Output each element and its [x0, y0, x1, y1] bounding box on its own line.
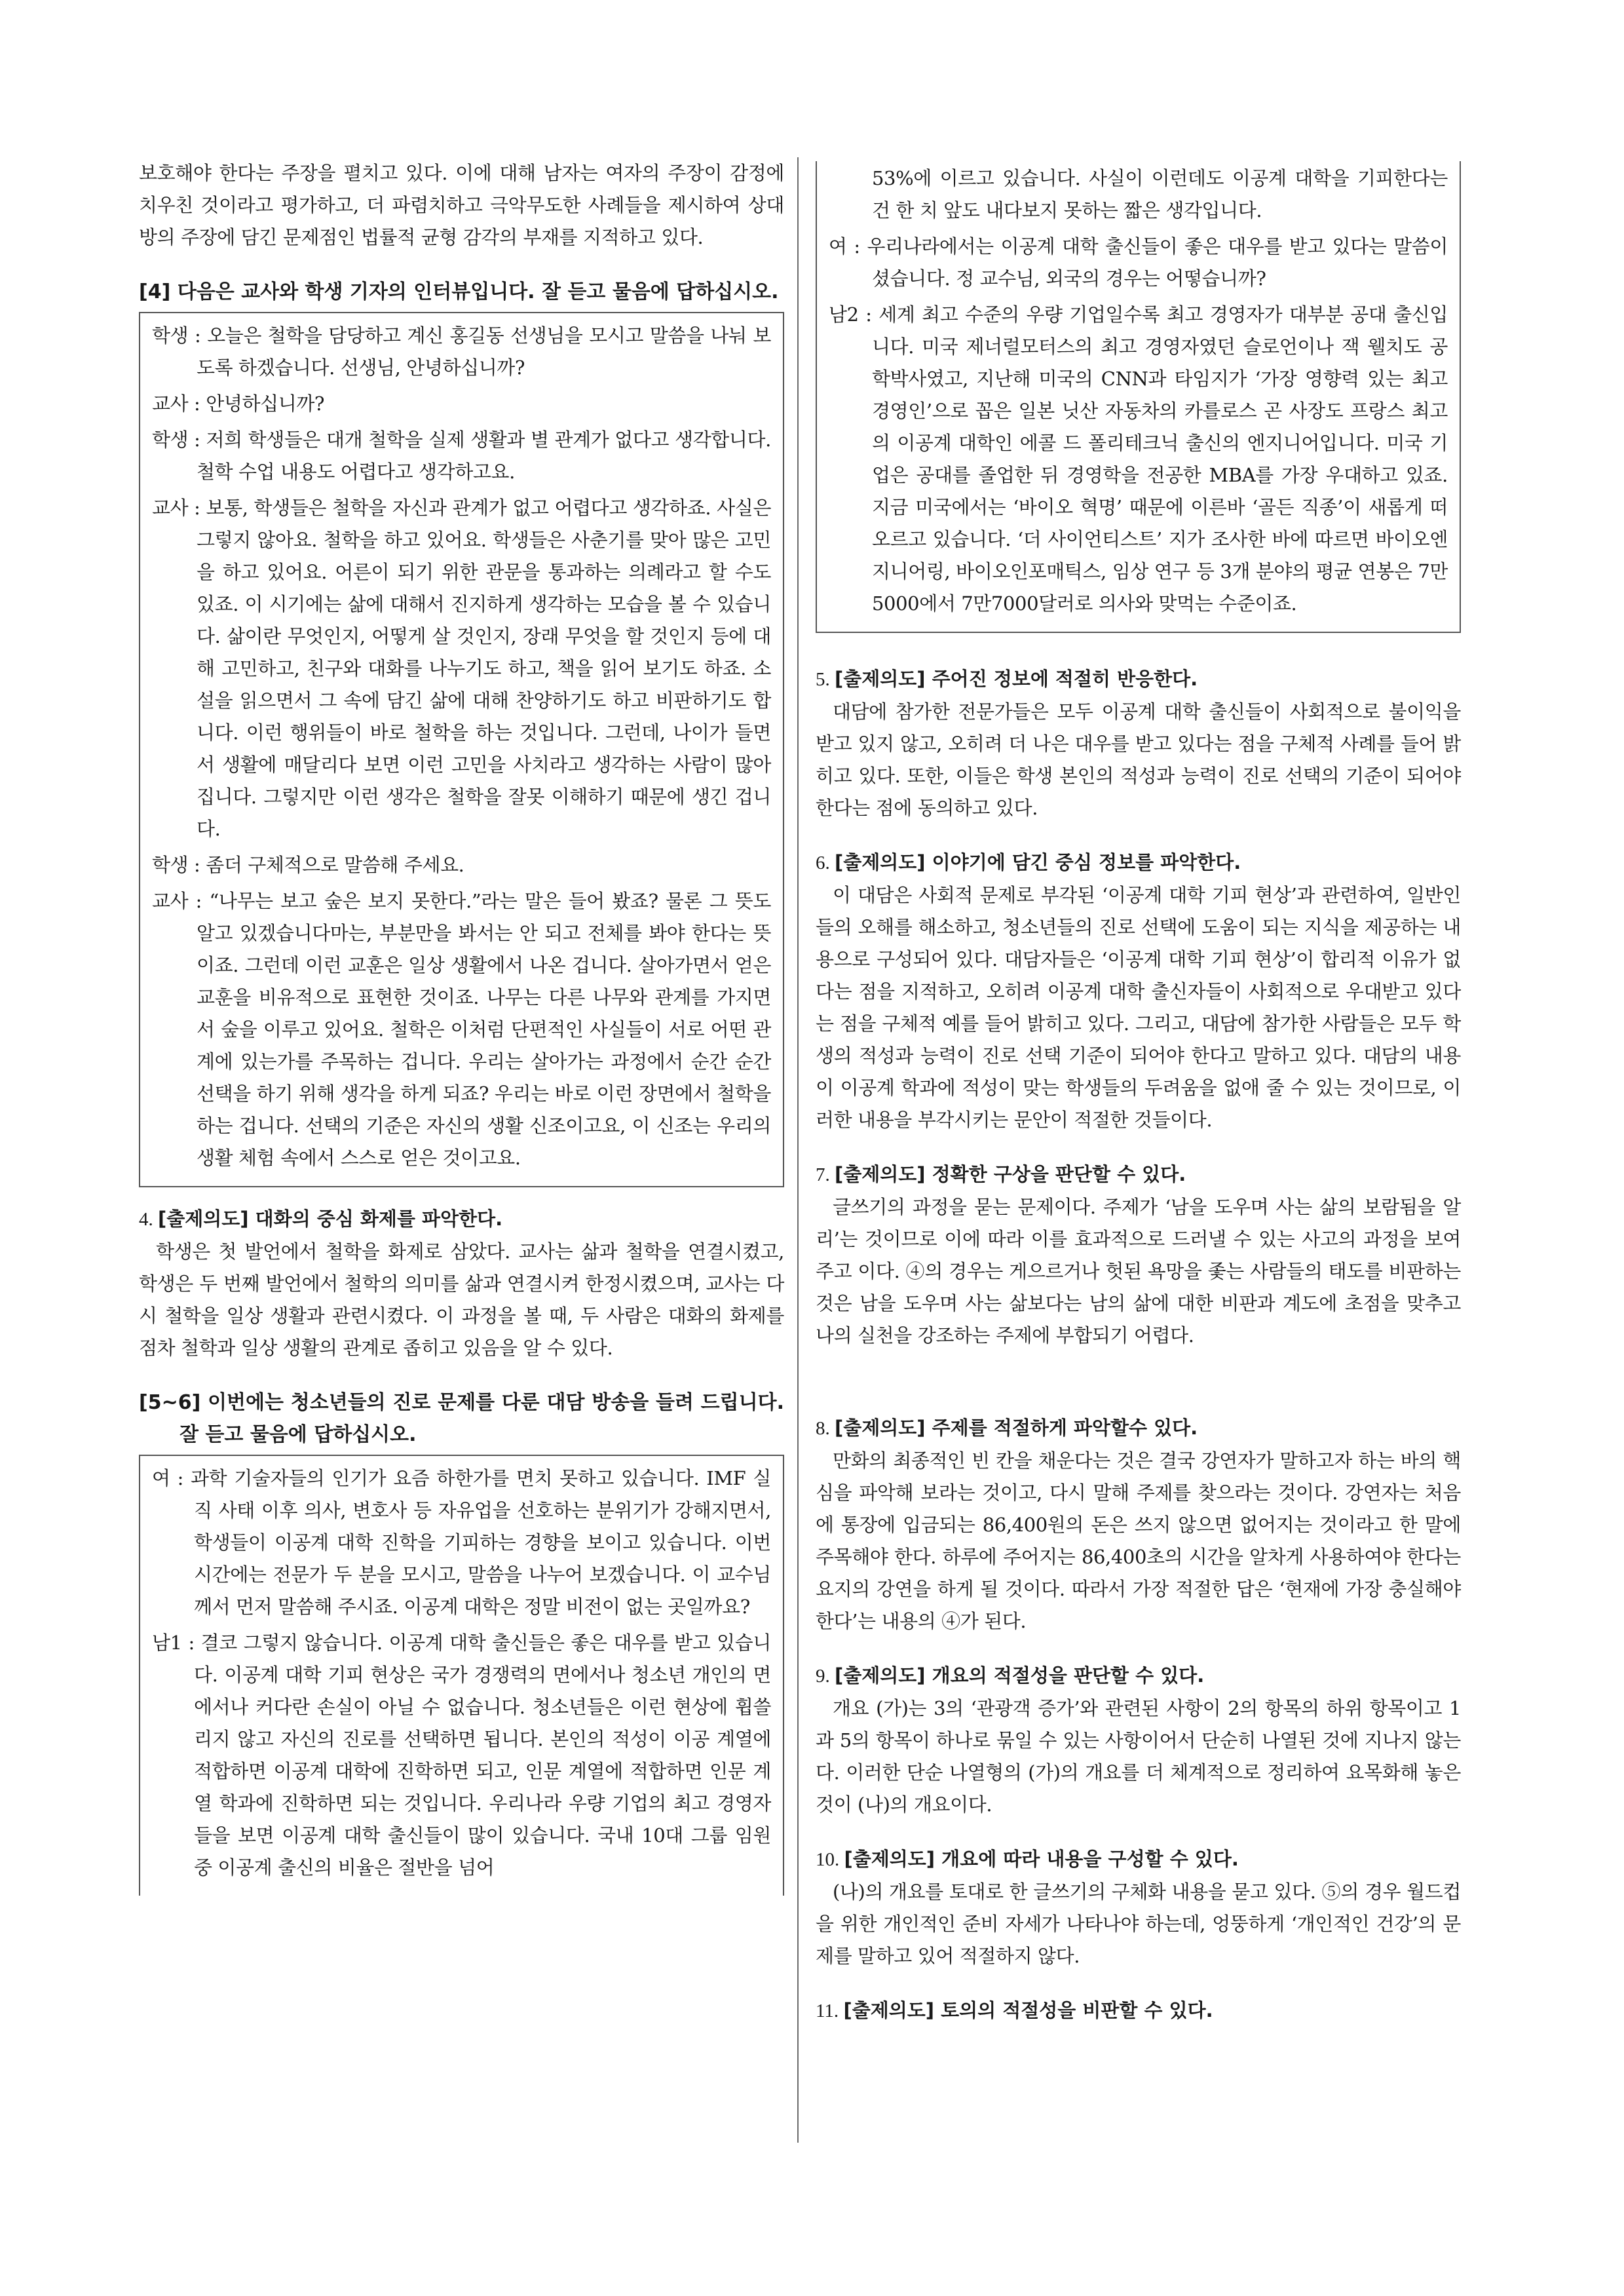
dialogue-line: 학생 : 저희 학생들은 대개 철학을 실제 생활과 별 관계가 없다고 생각합니다. 철학 수업 내용도 어렵다고 생각하고요. — [152, 429, 771, 483]
dialogue-line: 학생 : 오늘은 철학을 담당하고 계신 홍길동 선생님을 모시고 말씀을 나눠 보도록 하겠습니다. 선생님, 안녕하십니까? — [152, 324, 771, 379]
section-8-body: 만화의 최종적인 빈 칸을 채운다는 것은 결국 강연자가 말하고자 하는 바의 핵심을 파악해 보라는 것이고, 다시 말해 주제를 찾으라는 것이다. 강연자는 처음에 통장에 입금되는 86,400원의 돈은 쓰지 않으면 없어지는 것이라고 한 말에 주목해야 한다. 하루에 주어지는 86,400초의 시간을 알차게 사용하여야 한다는 요지의 강연을 하게 될 것이다. 따라서 가장 적절한 답은 ‘현재에 가장 충실해야 한다’는 내용의 ④가 된다. — [816, 1449, 1461, 1632]
question-4-title: [4] 다음은 교사와 학생 기자의 인터뷰입니다. 잘 듣고 물음에 답하십시오. — [139, 280, 779, 303]
section-9-title: 9. [출제의도] 개요의 적절성을 판단할 수 있다. — [816, 1664, 1205, 1687]
dialogue-line: 여 : 우리나라에서는 이공계 대학 출신들이 좋은 대우를 받고 있다는 말씀이셨습니다. 정 교수님, 외국의 경우는 어떻습니까? — [829, 235, 1448, 290]
section-5-title: 5. [출제의도] 주어진 정보에 적절히 반응한다. — [816, 668, 1198, 690]
section-5-body: 대담에 참가한 전문가들은 모두 이공계 대학 출신들이 사회적으로 불이익을 받고 있지 않고, 오히려 더 나은 대우를 받고 있다는 점을 구체적 사례를 들어 밝히고 있다. 또한, 이들은 학생 본인의 적성과 능력이 진로 선택의 기준이 되어야 한다는 점에 동의하고 있다. — [816, 700, 1461, 819]
section-6-body: 이 대담은 사회적 문제로 부각된 ‘이공계 대학 기피 현상’과 관련하여, 일반인들의 오해를 해소하고, 청소년들의 진로 선택에 도움이 되는 지식을 제공하는 내용으로 구성되어 있다. 대담자들은 ‘이공계 대학 기피 현상’이 합리적 이유가 없다는 점을 지적하고, 오히려 이공계 대학 출신자들이 사회적으로 우대받고 있다는 점을 구체적 예를 들어 밝히고 있다. 그리고, 대담에 참가한 사람들은 모두 학생의 적성과 능력이 진로 선택 기준이 되어야 한다고 말하고 있다. 대담의 내용이 이공계 학과에 적성이 맞는 학생들의 두려움을 없애 줄 수 있는 것이므로, 이러한 내용을 부각시키는 문안이 적절한 것들이다. — [816, 884, 1461, 1131]
section-10-title: 10. [출제의도] 개요에 따라 내용을 구성할 수 있다. — [816, 1848, 1239, 1870]
section-7-title: 7. [출제의도] 정확한 구상을 판단할 수 있다. — [816, 1163, 1186, 1185]
dialogue-line: 남2 : 세계 최고 수준의 우량 기업일수록 최고 경영자가 대부분 공대 출신입니다. 미국 제너럴모터스의 최고 경영자였던 슬로언이나 잭 웰치도 공학박사였고, 지난해 미국의 CNN과 타임지가 ‘가장 영향력 있는 최고 경영인’으로 꼽은 일본 닛산 자동차의 카를로스 곤 사장도 프랑스 최고의 이공계 대학인 에콜 드 폴리테크닉 출신의 엔지니어입니다. 미국 기업은 공대를 졸업한 뒤 경영학을 전공한 MBA를 가장 우대하고 있죠. 지금 미국에서는 ‘바이오 혁명’ 때문에 이른바 ‘골든 직종’이 새롭게 떠오르고 있습니다. ‘더 사이언티스트’ 지가 조사한 바에 따르면 바이오엔지니어링, 바이오인포매틱스, 임상 연구 등 3개 분야의 평균 연봉은 7만5000에서 7만7000달러로 의사와 맞먹는 수준이죠. — [829, 303, 1448, 615]
question-5-6-title: [5~6] 이번에는 청소년들의 진로 문제를 다룬 대담 방송을 들려 드립니다. 잘 듣고 물음에 답하십시오. — [139, 1391, 784, 1446]
talk-box — [139, 1455, 784, 1896]
intro-paragraph: 보호해야 한다는 주장을 펼치고 있다. 이에 대해 남자는 여자의 주장이 감정에 치우친 것이라고 평가하고, 더 파렴치하고 극악무도한 사례들을 제시하여 상대방의 주장에 담긴 문제점인 법률적 균형 감각의 부재를 지적하고 있다. — [139, 162, 784, 248]
section-11-title: 11. [출제의도] 토의의 적절성을 비판할 수 있다. — [816, 1999, 1213, 2021]
section-8-title: 8. [출제의도] 주제를 적절하게 파악할수 있다. — [816, 1417, 1198, 1439]
dialogue-line: 교사 : “나무는 보고 숲은 보지 못한다.”라는 말은 들어 봤죠? 물론 그 뜻도 알고 있겠습니다마는, 부분만을 봐서는 안 되고 전체를 봐야 한다는 뜻이죠. 그런데 이런 교훈은 일상 생활에서 나온 겁니다. 살아가면서 얻은 교훈을 비유적으로 표현한 것이죠. 나무는 다른 나무와 관계를 가지면서 숲을 이루고 있어요. 철학은 이처럼 단편적인 사실들이 서로 어떤 관계에 있는가를 주목하는 겁니다. 우리는 살아가는 과정에서 순간 순간 선택을 하기 위해 생각을 하게 되죠? 우리는 바로 이런 장면에서 철학을 하는 겁니다. 선택의 기준은 자신의 생활 신조이고요, 이 신조는 우리의 생활 체험 속에서 스스로 얻은 것이고요. — [152, 890, 771, 1169]
section-6-title: 6. [출제의도] 이야기에 담긴 중심 정보를 파악한다. — [816, 851, 1241, 873]
dialogue-line: 교사 : 안녕하십니까? — [152, 392, 325, 415]
section-7-body: 글쓰기의 과정을 묻는 문제이다. 주제가 ‘남을 도우며 사는 삶의 보람됨을 알리’는 것이므로 이에 따라 이를 효과적으로 드러낼 수 있는 사고의 과정을 보여주고 이다. ④의 경우는 게으르거나 헛된 욕망을 좇는 사람들의 태도를 비판하는 것은 남을 도우며 사는 삶보다는 남의 삶에 대한 비판과 계도에 초점을 맞추고 나의 실천을 강조하는 주제에 부합되기 어렵다. — [816, 1196, 1461, 1347]
dialogue-line: 학생 : 좀더 구체적으로 말씀해 주세요. — [152, 854, 464, 876]
talk-box-continued — [816, 161, 1461, 633]
dialogue-line: 교사 : 보통, 학생들은 철학을 자신과 관계가 없고 어렵다고 생각하죠. 사실은 그렇지 않아요. 철학을 하고 있어요. 학생들은 사춘기를 맞아 많은 고민을 하고 있어요. 어른이 되기 위한 관문을 통과하는 의례라고 할 수도 있죠. 이 시기에는 삶에 대해서 진지하게 생각하는 모습을 볼 수 있습니다. 삶이란 무엇인지, 어떻게 살 것인지, 장래 무엇을 할 것인지 등에 대해 고민하고, 친구와 대화를 나누기도 하고, 책을 읽어 보기도 하죠. 소설을 읽으면서 그 속에 담긴 삶에 대해 찬양하기도 하고 비판하기도 합니다. 이런 행위들이 바로 철학을 하는 것입니다. 그런데, 나이가 들면서 생활에 매달리다 보면 이런 고민을 사치라고 생각하는 사람이 많아집니다. 그렇지만 이런 생각은 철학을 잘못 이해하기 때문에 생긴 겁니다. — [152, 497, 771, 840]
right-column — [816, 157, 1461, 2027]
section-10-body: (나)의 개요를 토대로 한 글쓰기의 구체화 내용을 묻고 있다. ⑤의 경우 월드컵을 위한 개인적인 준비 자세가 나타나야 하는데, 엉뚱하게 ‘개인적인 건강’의 문제를 말하고 있어 적절하지 않다. — [816, 1881, 1461, 1967]
dialogue-line: 남1 : 결코 그렇지 않습니다. 이공계 대학 출신들은 좋은 대우를 받고 있습니다. 이공계 대학 기피 현상은 국가 경쟁력의 면에서나 청소년 개인의 면에서나 커다란 손실이 아닐 수 없습니다. 청소년들은 이런 현상에 휩쓸리지 않고 자신의 진로를 선택하면 됩니다. 본인의 적성이 이공 계열에 적합하면 이공계 대학에 진학하면 되고, 인문 계열에 적합하면 인문 계열 학과에 진학하면 되는 것입니다. 우리나라 우량 기업의 최고 경영자들을 보면 이공계 대학 출신들이 많이 있습니다. 국내 10대 그룹 임원 중 이공계 출신의 비율은 절반을 넘어 — [152, 1632, 771, 1879]
section-4-title: 4. [출제의도] 대화의 중심 화제를 파악한다. — [139, 1208, 503, 1230]
dialogue-continuation: 53%에 이르고 있습니다. 사실이 이런데도 이공계 대학을 기피한다는 건 한 치 앞도 내다보지 못하는 짧은 생각입니다. — [872, 167, 1448, 221]
section-9-body: 개요 (가)는 3의 ‘관광객 증가’와 관련된 사항이 2의 항목의 하위 항목이고 1과 5의 항목이 하나로 묶일 수 있는 사항이어서 단순히 나열된 것에 지나지 않는다. 이러한 단순 나열형의 (가)의 개요를 더 체계적으로 정리하여 요목화해 놓은 것이 (나)의 개요이다. — [816, 1697, 1461, 1816]
section-4-body: 학생은 첫 발언에서 철학을 화제로 삼았다. 교사는 삶과 철학을 연결시켰고, 학생은 두 번째 발언에서 철학의 의미를 삶과 연결시켜 한정시켰으며, 교사는 다시 철학을 일상 생활과 관련시켰다. 이 과정을 볼 때, 두 사람은 대화의 화제를 점차 철학과 일상 생활의 관계로 좁히고 있음을 알 수 있다. — [139, 1240, 784, 1359]
column-divider — [797, 157, 799, 2143]
interview-box — [139, 312, 784, 1187]
dialogue-line: 여 : 과학 기술자들의 인기가 요즘 하한가를 면치 못하고 있습니다. IMF 실직 사태 이후 의사, 변호사 등 자유업을 선호하는 분위기가 강해지면서, 학생들이 이공계 대학 진학을 기피하는 경향을 보이고 있습니다. 이번 시간에는 전문가 두 분을 모시고, 말씀을 나누어 보겠습니다. 이 교수님께서 먼저 말씀해 주시죠. 이공계 대학은 정말 비전이 없는 곳일까요? — [152, 1467, 771, 1618]
left-column — [139, 157, 784, 1911]
